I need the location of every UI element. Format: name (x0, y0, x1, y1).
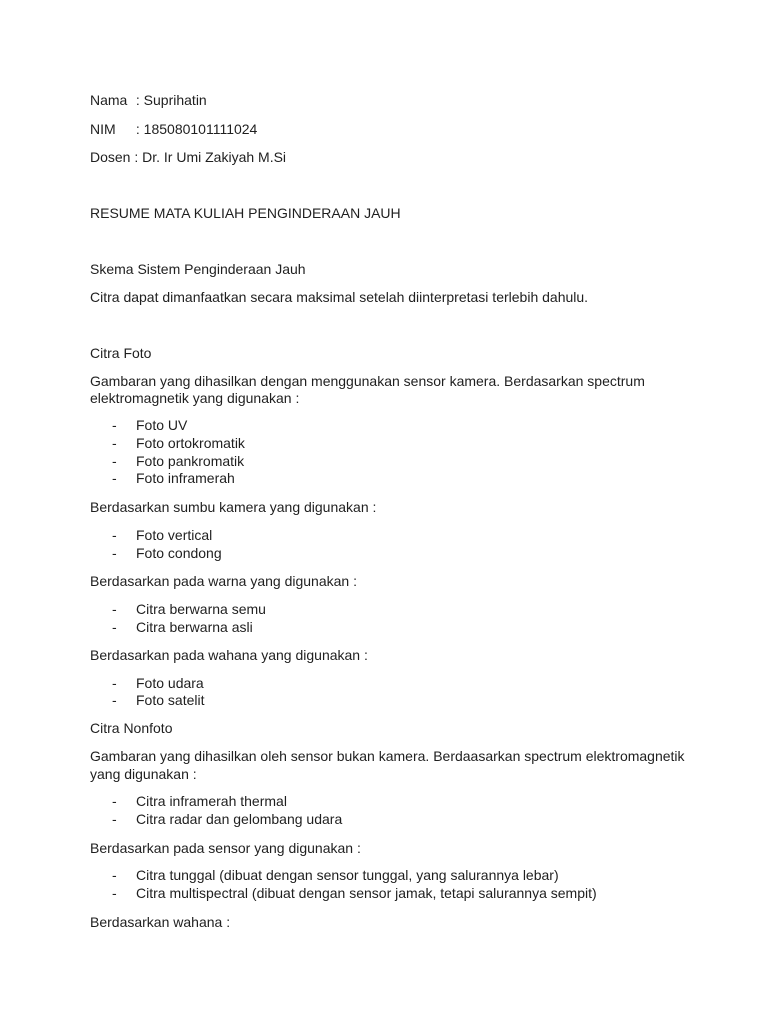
nama-value: : Suprihatin (135, 92, 207, 108)
bullet-dash: - (112, 601, 117, 617)
bullet-dash: - (112, 417, 117, 433)
skema-heading: Skema Sistem Penginderaan Jauh (90, 261, 306, 277)
bullet-dash: - (112, 692, 117, 708)
warna-heading: Berdasarkan pada warna yang digunakan : (90, 573, 357, 589)
dosen-label: Dosen (90, 149, 131, 165)
list-item: Foto vertical (136, 527, 213, 543)
dosen-value: : Dr. Ir Umi Zakiyah M.Si (134, 149, 287, 165)
skema-text: Citra dapat dimanfaatkan secara maksimal setelah diinterpretasi terlebih dahulu. (90, 289, 589, 305)
bullet-dash: - (112, 793, 117, 809)
nim-value: : 185080101111024 (135, 121, 258, 137)
list-item: Citra berwarna semu (136, 601, 266, 617)
list-item: Citra tunggal (dibuat dengan sensor tunggal, yang salurannya lebar) (136, 867, 559, 883)
bullet-dash: - (112, 435, 117, 451)
nama-line (90, 92, 207, 109)
list-item: Foto satelit (136, 692, 205, 708)
list-item: Citra multispectral (dibuat dengan sensor jamak, tetapi salurannya sempit) (136, 885, 597, 901)
list-item: Citra inframerah thermal (136, 793, 287, 809)
citra-foto-heading: Citra Foto (90, 345, 152, 361)
nonfoto-text-line-2: yang digunakan : (90, 766, 197, 782)
list-item: Citra berwarna asli (136, 619, 253, 635)
bullet-dash: - (112, 867, 117, 883)
nonfoto-heading: Citra Nonfoto (90, 720, 173, 736)
bullet-dash: - (112, 619, 117, 635)
dosen-line (90, 149, 286, 166)
citra-foto-text-line-2: elektromagnetik yang digunakan : (90, 390, 300, 406)
list-item: Foto condong (136, 545, 222, 561)
bullet-dash: - (112, 453, 117, 469)
nim-label: NIM (90, 121, 116, 137)
nonfoto-text-line-1: Gambaran yang dihasilkan oleh sensor bukan kamera. Berdaasarkan spectrum elektromagnetik (90, 748, 685, 764)
list-item: Citra radar dan gelombang udara (136, 811, 343, 827)
bullet-dash: - (112, 470, 117, 486)
list-item: Foto pankromatik (136, 453, 245, 469)
bullet-dash: - (112, 885, 117, 901)
wahana2-heading: Berdasarkan wahana : (90, 914, 231, 930)
citra-foto-text-line-1: Gambaran yang dihasilkan dengan menggunakan sensor kamera. Berdasarkan spectrum (90, 373, 645, 389)
list-item: Foto inframerah (136, 470, 235, 486)
bullet-dash: - (112, 675, 117, 691)
document-title: RESUME MATA KULIAH PENGINDERAAN JAUH (90, 205, 401, 221)
wahana-heading: Berdasarkan pada wahana yang digunakan : (90, 647, 368, 663)
nim-line (90, 121, 257, 138)
list-item: Foto UV (136, 417, 188, 433)
list-item: Foto ortokromatik (136, 435, 245, 451)
sensor-heading: Berdasarkan pada sensor yang digunakan : (90, 840, 361, 856)
bullet-dash: - (112, 527, 117, 543)
bullet-dash: - (112, 545, 117, 561)
bullet-dash: - (112, 811, 117, 827)
list-item: Foto udara (136, 675, 204, 691)
sumbu-heading: Berdasarkan sumbu kamera yang digunakan : (90, 499, 377, 515)
nama-label: Nama (90, 92, 128, 108)
